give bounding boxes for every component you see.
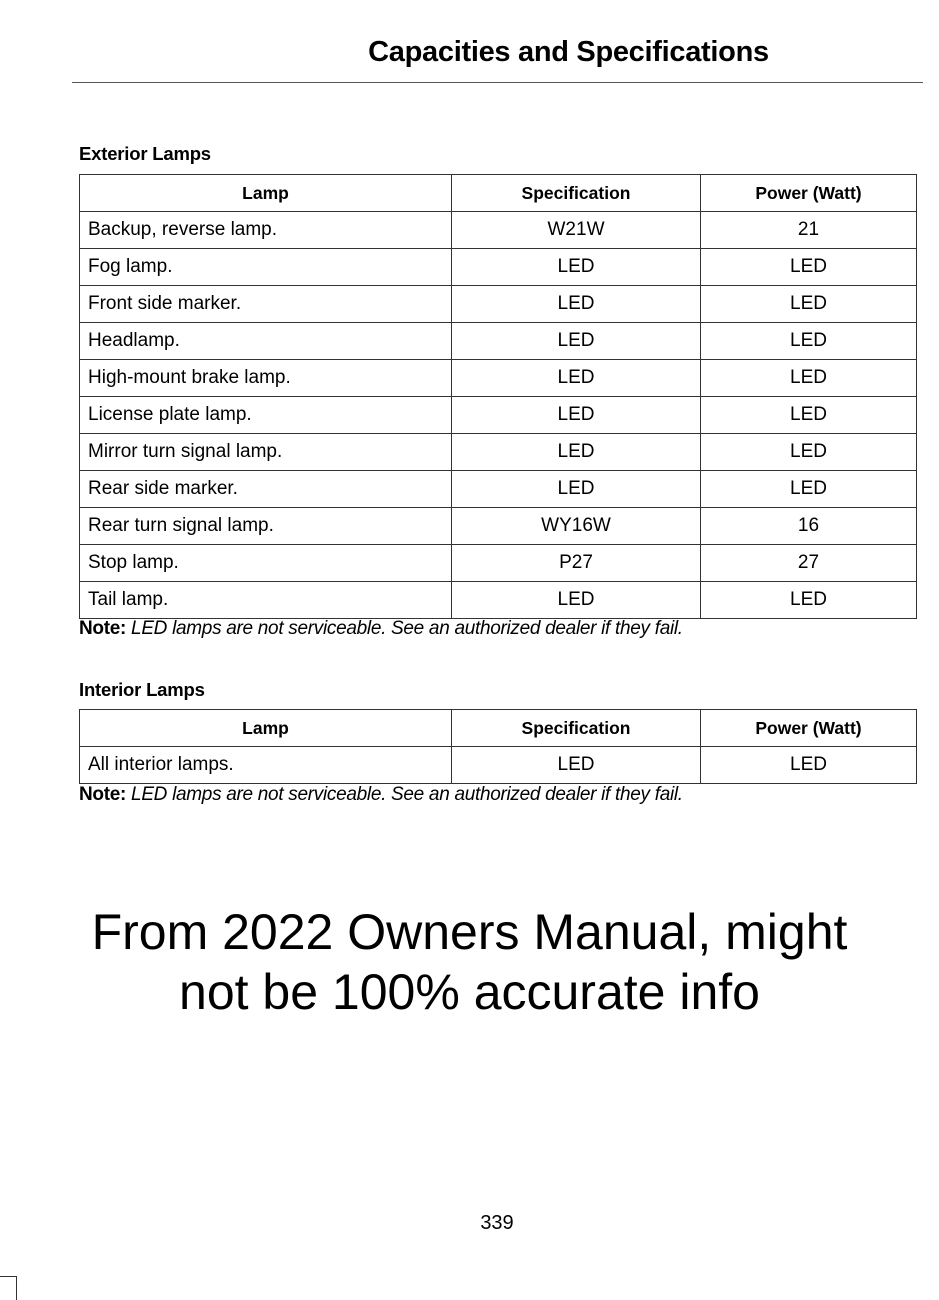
table-header-row — [80, 175, 917, 212]
table-row — [80, 545, 917, 582]
table-row — [80, 434, 917, 471]
lamp-cell: High-mount brake lamp. — [80, 360, 452, 397]
column-header-power: Power (Watt) — [701, 175, 917, 212]
note-label: Note: — [79, 618, 127, 639]
spec-cell: LED — [452, 471, 701, 508]
interior-lamps-table — [79, 709, 917, 784]
column-header-lamp: Lamp — [80, 175, 452, 212]
lamp-cell: Fog lamp. — [80, 249, 452, 286]
column-header-specification: Specification — [452, 710, 701, 747]
note-text: LED lamps are not serviceable. See an authorized dealer if they fail. — [131, 618, 683, 639]
power-cell: 27 — [701, 545, 917, 582]
power-cell: LED — [701, 249, 917, 286]
lamp-cell: Stop lamp. — [80, 545, 452, 582]
power-cell: LED — [701, 360, 917, 397]
power-cell: LED — [701, 434, 917, 471]
note-label: Note: — [79, 784, 127, 805]
disclaimer-text — [0, 902, 939, 1022]
column-header-lamp: Lamp — [80, 710, 452, 747]
table-row — [80, 323, 917, 360]
table-row — [80, 249, 917, 286]
power-cell: LED — [701, 397, 917, 434]
exterior-lamps-table — [79, 174, 917, 619]
power-cell: LED — [701, 286, 917, 323]
power-cell: 21 — [701, 212, 917, 249]
column-header-power: Power (Watt) — [701, 710, 917, 747]
interior-note — [79, 784, 683, 806]
table-row — [80, 508, 917, 545]
table-row — [80, 471, 917, 508]
spec-cell: P27 — [452, 545, 701, 582]
spec-cell: LED — [452, 582, 701, 619]
exterior-note — [79, 618, 683, 640]
spec-cell: LED — [452, 323, 701, 360]
lamp-cell: Rear turn signal lamp. — [80, 508, 452, 545]
lamp-cell: All interior lamps. — [80, 747, 452, 784]
page-title: Capacities and Specifications — [368, 36, 769, 68]
page-header — [72, 34, 923, 83]
power-cell: 16 — [701, 508, 917, 545]
corner-crop-mark — [0, 1276, 17, 1300]
lamp-cell: Front side marker. — [80, 286, 452, 323]
lamp-cell: Headlamp. — [80, 323, 452, 360]
power-cell: LED — [701, 471, 917, 508]
spec-cell: LED — [452, 434, 701, 471]
spec-cell: LED — [452, 286, 701, 323]
lamp-cell: Rear side marker. — [80, 471, 452, 508]
power-cell: LED — [701, 747, 917, 784]
table-header-row — [80, 710, 917, 747]
table-row — [80, 286, 917, 323]
spec-cell: W21W — [452, 212, 701, 249]
exterior-lamps-title: Exterior Lamps — [79, 143, 211, 164]
table-row — [80, 212, 917, 249]
disclaimer-line-2: not be 100% accurate info — [179, 964, 760, 1020]
power-cell: LED — [701, 582, 917, 619]
spec-cell: LED — [452, 397, 701, 434]
note-text: LED lamps are not serviceable. See an authorized dealer if they fail. — [131, 784, 683, 805]
spec-cell: WY16W — [452, 508, 701, 545]
table-row — [80, 360, 917, 397]
disclaimer-line-1: From 2022 Owners Manual, might — [91, 904, 848, 960]
lamp-cell: Mirror turn signal lamp. — [80, 434, 452, 471]
lamp-cell: License plate lamp. — [80, 397, 452, 434]
page-number: 339 — [480, 1212, 514, 1234]
spec-cell: LED — [452, 249, 701, 286]
power-cell: LED — [701, 323, 917, 360]
spec-cell: LED — [452, 747, 701, 784]
column-header-specification: Specification — [452, 175, 701, 212]
table-row — [80, 582, 917, 619]
interior-lamps-title: Interior Lamps — [79, 679, 205, 700]
spec-cell: LED — [452, 360, 701, 397]
lamp-cell: Backup, reverse lamp. — [80, 212, 452, 249]
lamp-cell: Tail lamp. — [80, 582, 452, 619]
table-row — [80, 397, 917, 434]
table-row — [80, 747, 917, 784]
